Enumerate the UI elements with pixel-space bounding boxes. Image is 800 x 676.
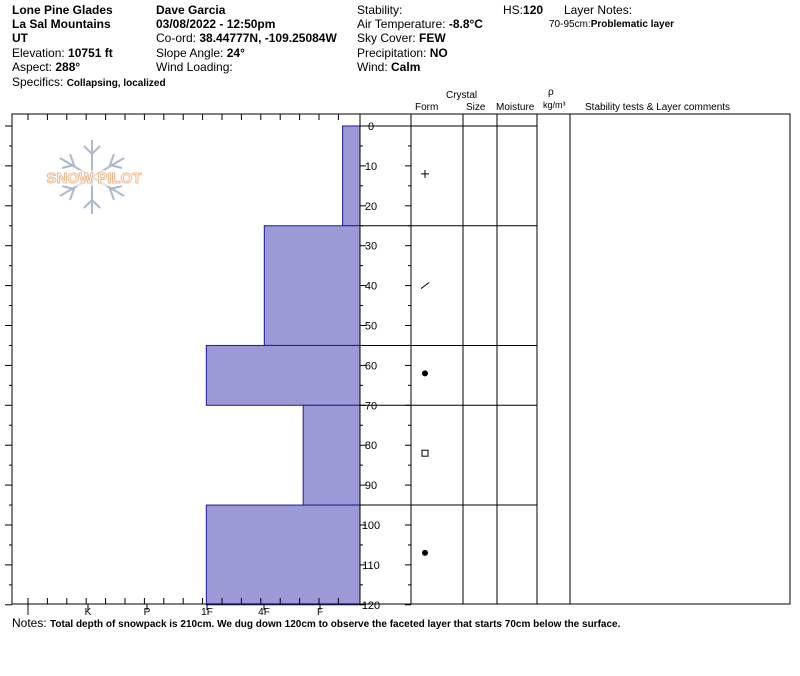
observer-name: Dave Garcia <box>156 3 226 17</box>
precipitation-value: NO <box>429 46 448 60</box>
form-header: Form <box>415 102 439 113</box>
mountain-range: La Sal Mountains <box>12 17 111 31</box>
moisture-header: Moisture <box>496 102 535 113</box>
layer-notes-title: Layer Notes: <box>564 3 633 17</box>
hardness-bar <box>206 505 360 605</box>
depth-tick-label: 30 <box>364 240 378 253</box>
air-temperature-value: -8.8°C <box>448 17 483 31</box>
hardness-tick-label: F <box>316 607 324 618</box>
slope-angle: Slope Angle: 24° <box>156 46 245 60</box>
depth-tick-label: 0 <box>367 121 375 133</box>
specifics-value: Collapsing, localized <box>66 78 166 89</box>
rounded-grains-icon <box>422 550 428 556</box>
coordinates-value: 38.44777N, -109.25084W <box>199 31 337 45</box>
specifics: Specifics: Collapsing, localized <box>12 75 166 89</box>
snow-height-value: 120 <box>523 3 544 17</box>
hardness-tick-label: 4F <box>258 607 270 618</box>
precipitation-particles-icon <box>421 170 429 178</box>
depth-tick-label: 80 <box>364 440 378 453</box>
hardness-tick-label: P <box>143 607 151 618</box>
elevation-value: 10751 ft <box>68 46 113 60</box>
notes-text: Total depth of snowpack is 210cm. We dug down 120cm to observe the faceted layer that starts 70cm below the surface. <box>50 619 621 630</box>
hardness-bar <box>303 405 360 505</box>
notes: Notes: Total depth of snowpack is 210cm. We dug down 120cm to observe the faceted layer that starts 70cm below the surface. <box>12 616 621 630</box>
profile-table-frame <box>360 114 790 604</box>
hardness-bar <box>206 345 360 405</box>
depth-tick-label: 60 <box>364 360 378 373</box>
symbol-stroke <box>421 283 429 289</box>
wind-loading: Wind Loading: <box>156 60 233 74</box>
precipitation: Precipitation: NO <box>357 46 448 60</box>
slope-angle-value: 24° <box>226 46 245 60</box>
depth-tick-label: 70 <box>364 400 378 413</box>
hardness-bar <box>264 226 360 346</box>
layer-boundaries <box>360 126 537 505</box>
faceted-crystals-icon <box>422 450 428 456</box>
density-symbol: ρ <box>548 87 554 98</box>
aspect-value: 288° <box>55 60 81 74</box>
hardness-tick-label: I <box>26 607 30 618</box>
snow-height: HS:120 <box>503 3 544 17</box>
depth-tick-label: 20 <box>364 200 378 213</box>
air-temperature: Air Temperature: -8.8°C <box>357 17 483 31</box>
depth-tick-label: 40 <box>364 280 378 293</box>
density-unit: kg/m³ <box>543 100 566 110</box>
observation-datetime: 03/08/2022 - 12:50pm <box>156 17 276 31</box>
depth-tick-label: 90 <box>364 480 378 493</box>
logo-text: SNOW PILOT <box>46 170 142 187</box>
depth-tick-label: 50 <box>364 320 378 333</box>
stability: Stability: <box>357 3 403 17</box>
depth-tick-label: 10 <box>364 160 378 173</box>
hardness-tick-label: K <box>84 607 92 618</box>
location-name: Lone Pine Glades <box>12 3 113 17</box>
depth-tick-label: 110 <box>362 559 380 572</box>
state: UT <box>12 31 28 45</box>
depth-tick-label: 100 <box>361 520 381 532</box>
symbol-dot <box>422 370 428 376</box>
size-header: Size <box>466 102 486 113</box>
grain-form-symbols <box>421 170 429 556</box>
crystal-header: Crystal <box>446 90 478 101</box>
layer-note: 70-95cm:Problematic layer <box>549 19 675 30</box>
hardness-bars <box>206 126 360 605</box>
decomposing-fragmented-icon <box>421 283 429 289</box>
coordinates: Co-ord: 38.44777N, -109.25084W <box>156 31 337 45</box>
hardness-tick-label: 1F <box>201 607 213 618</box>
layer-note-text: Problematic layer <box>590 19 675 30</box>
sky-cover-value: FEW <box>419 31 446 45</box>
rounded-grains-icon <box>422 370 428 376</box>
wind-value: Calm <box>391 60 421 74</box>
hardness-bar <box>343 126 360 226</box>
depth-tick-label: 120 <box>361 599 381 612</box>
stability-comments-header: Stability tests & Layer comments <box>585 102 731 113</box>
aspect: Aspect: 288° <box>12 60 81 74</box>
wind: Wind: Calm <box>357 60 421 74</box>
symbol-dot <box>422 550 428 556</box>
elevation: Elevation: 10751 ft <box>12 46 113 60</box>
symbol-square <box>422 450 428 456</box>
sky-cover: Sky Cover: FEW <box>357 31 446 45</box>
